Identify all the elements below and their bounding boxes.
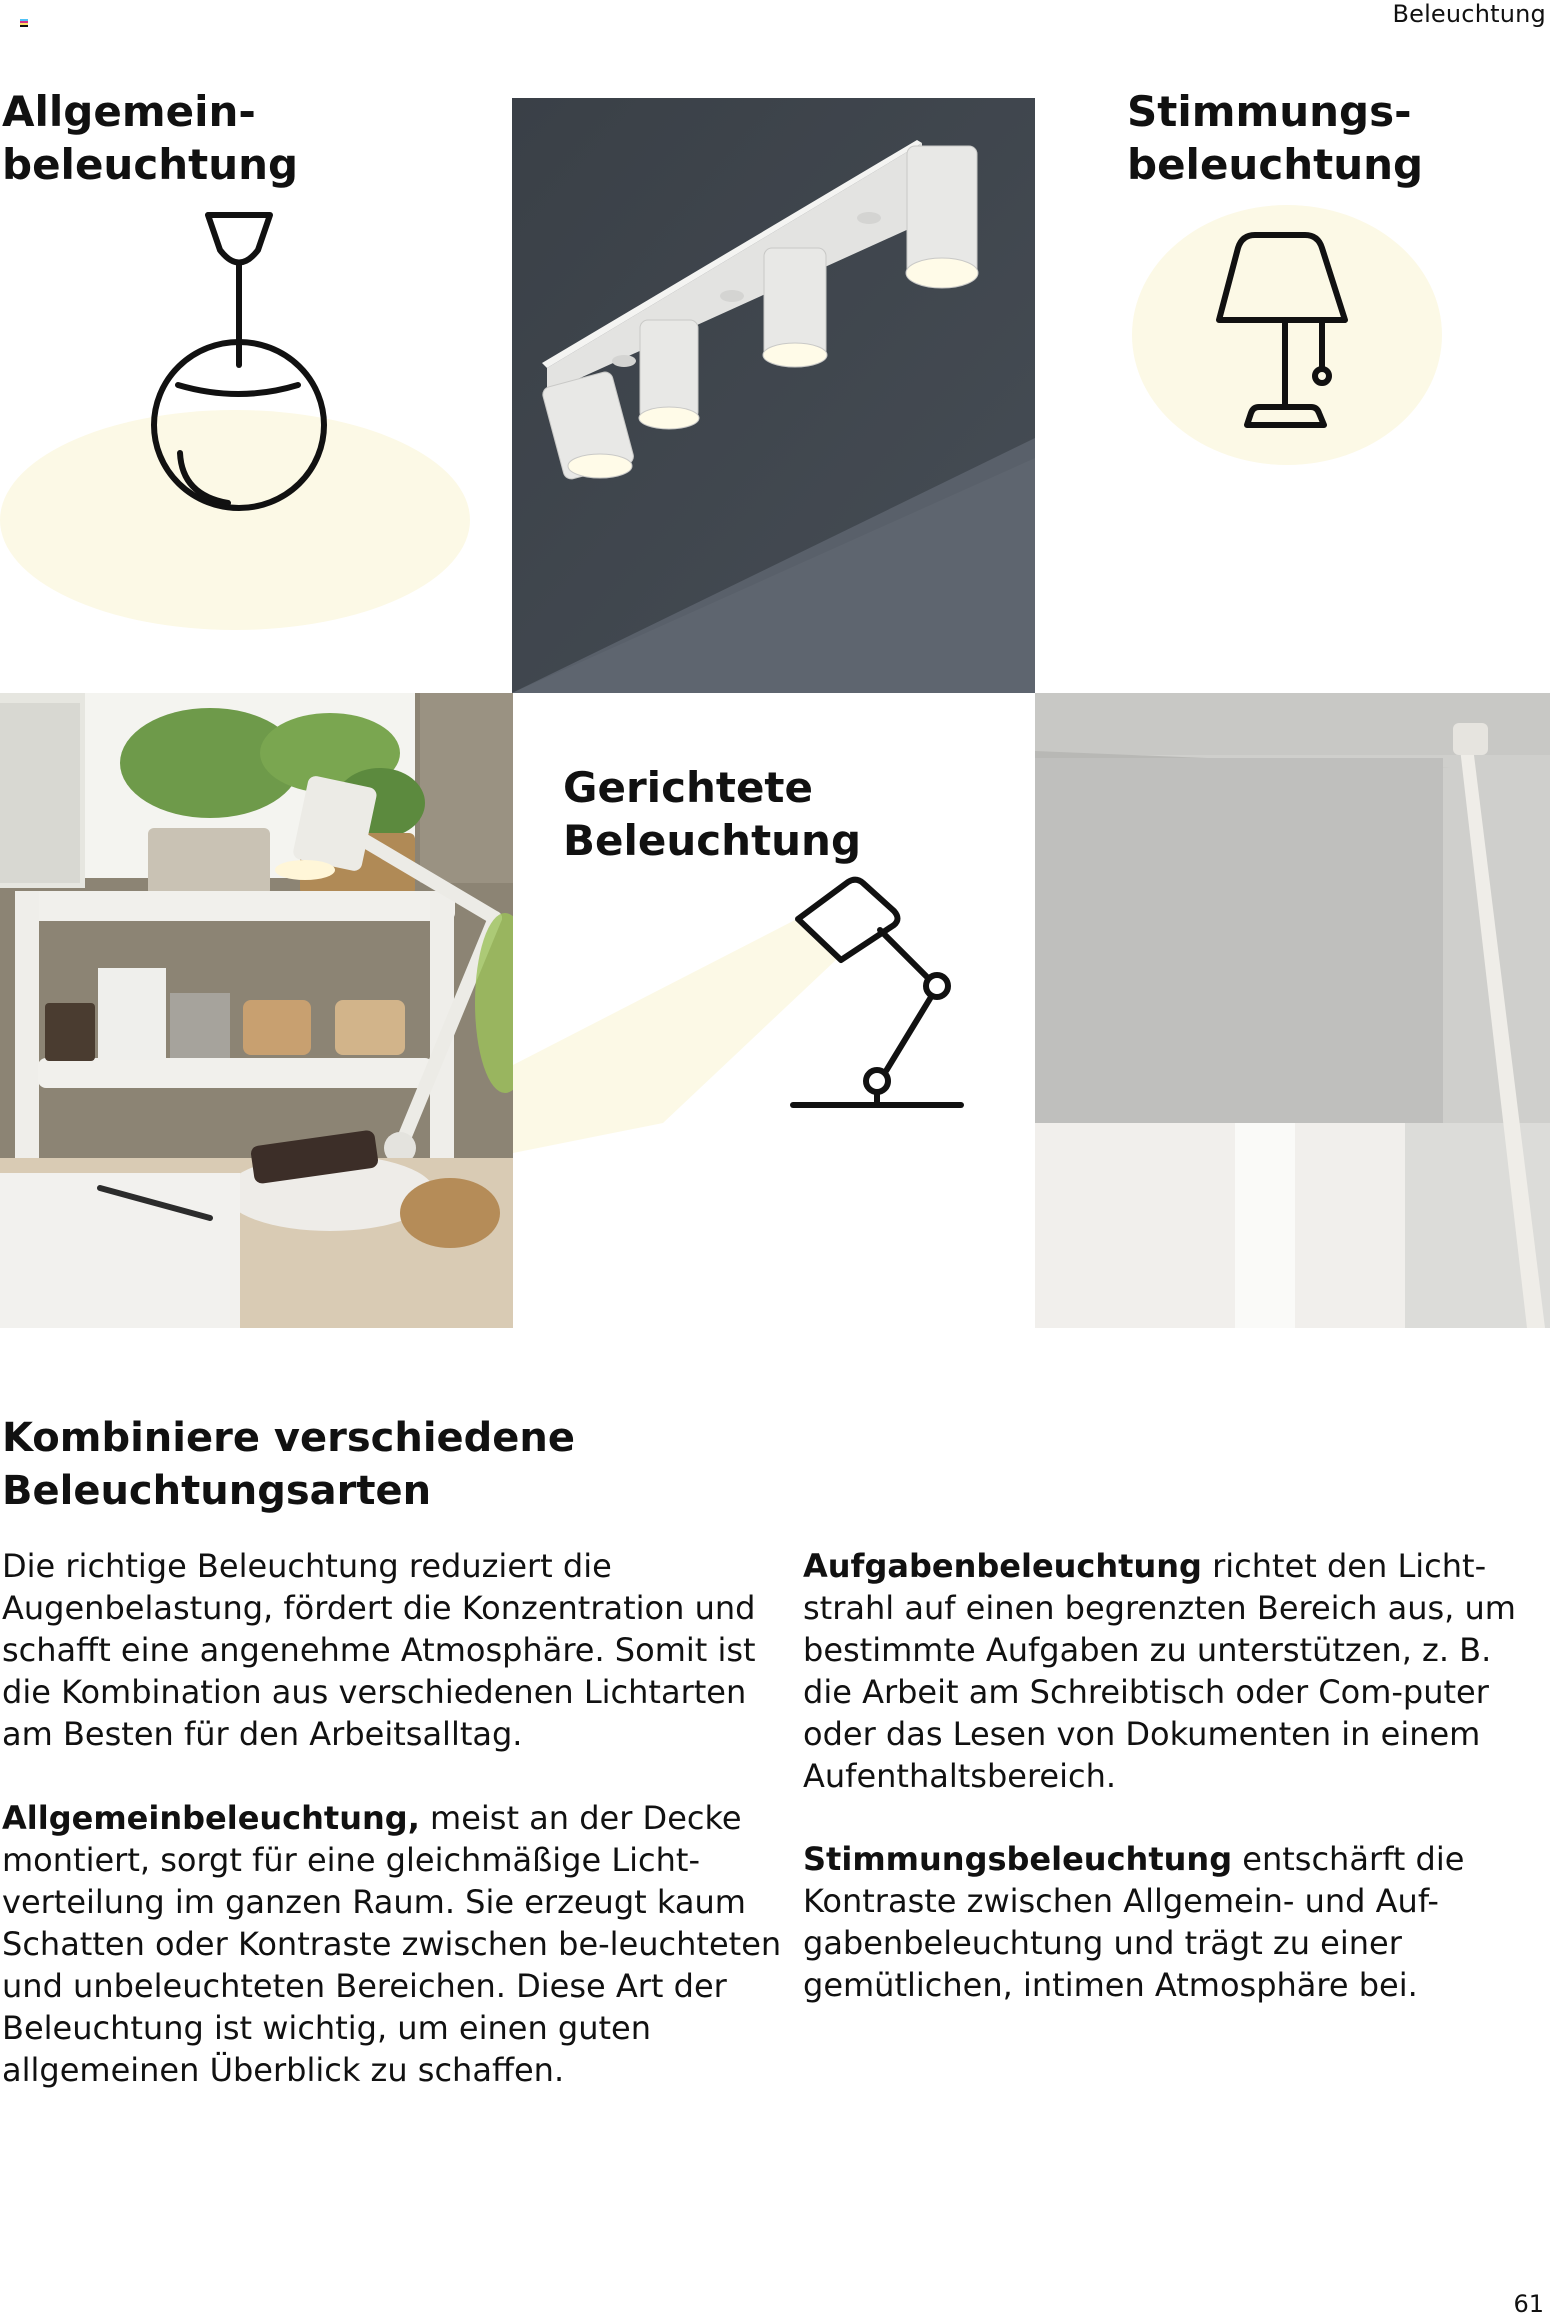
photo-roller-blind <box>1035 693 1550 1328</box>
print-registration-mark <box>20 19 28 27</box>
mood-lighting-term: Stimmungsbeleuchtung <box>803 1840 1233 1878</box>
pendant-lamp-icon <box>0 85 512 693</box>
tile-mood-lighting <box>1035 85 1550 693</box>
heading-line-1: Kombiniere verschiedene <box>2 1415 576 1461</box>
task-lighting-term: Aufgabenbeleuchtung <box>803 1547 1202 1585</box>
mood-lighting-text: entschärft die Kontraste zwischen Allgemein- und Auf-gabenbeleuchtung und trägt zu einer gemütlichen, intimen Atmosphäre bei. <box>803 1840 1465 2004</box>
general-lighting-term: Allgemeinbeleuchtung, <box>2 1799 420 1837</box>
general-lighting-text: meist an der Decke montiert, sorgt für eine gleichmäßige Licht-verteilung im ganzen Raum. Sie erzeugt kaum Schatten oder Kontraste zwischen be-leuchteten und unbeleuchteten Bereichen. Diese Art der Beleuchtung ist wichtig, um einen guten allgemeinen Überblick zu schaffen. <box>2 1799 782 2089</box>
title-line-1: Allgemein- <box>2 87 256 136</box>
tile-directed-lighting <box>513 693 1035 1328</box>
intro-paragraph: Die richtige Beleuchtung reduziert die Augenbelastung, fördert die Konzentration und schafft eine angenehme Atmosphäre. Somit ist die Kombination aus verschiedenen Lichtarten am Besten für den Arbeitsalltag. <box>2 1547 756 1753</box>
desk-lamp-shelf-image <box>0 693 513 1328</box>
title-line-2: beleuchtung <box>2 140 299 189</box>
tile-general-lighting <box>0 85 512 693</box>
desk-lamp-icon <box>513 693 1035 1328</box>
title-line-2: Beleuchtung <box>563 816 862 865</box>
photo-ceiling-spotlights <box>512 98 1035 693</box>
roller-blind-image <box>1035 693 1550 1328</box>
title-line-1: Stimmungs- <box>1127 87 1412 136</box>
page-number: 61 <box>1513 2290 1544 2318</box>
title-line-2: beleuchtung <box>1127 140 1424 189</box>
title-line-1: Gerichtete <box>563 763 813 812</box>
photo-desk-lamp <box>0 693 513 1328</box>
table-lamp-icon <box>1035 85 1550 693</box>
running-head: Beleuchtung <box>1392 0 1546 28</box>
heading-line-2: Beleuchtungsarten <box>2 1468 432 1514</box>
task-lighting-paragraph <box>803 1545 1543 1797</box>
mood-lighting-paragraph <box>803 1838 1543 2006</box>
section-heading <box>2 1412 762 1518</box>
task-lighting-text: richtet den Licht-strahl auf einen begrenzten Bereich aus, um bestimmte Aufgaben zu unterstützen, z. B. die Arbeit am Schreibtisch oder Com-puter oder das Lesen von Dokumenten in einem Aufenthaltsbereich. <box>803 1547 1516 1795</box>
ceiling-spotlights-image <box>512 98 1035 693</box>
general-lighting-paragraph <box>2 1797 782 2091</box>
